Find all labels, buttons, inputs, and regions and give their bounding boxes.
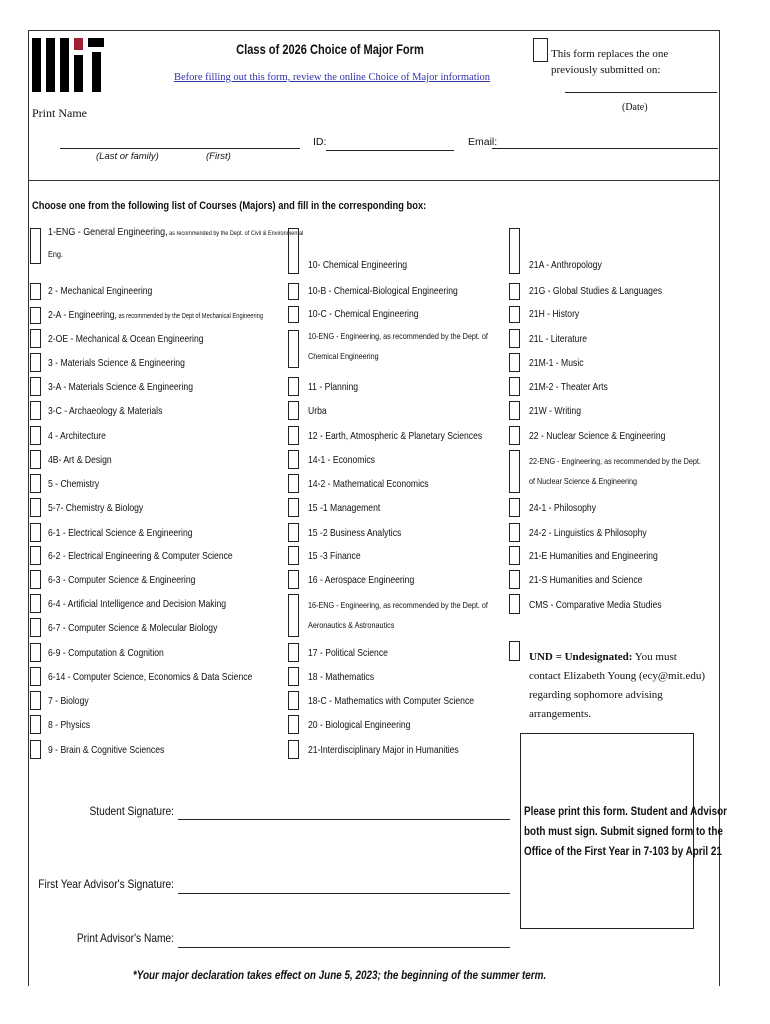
major-option-label <box>308 502 380 514</box>
major-option-label <box>308 550 361 562</box>
und-title: UND = Undesignated: <box>529 651 633 663</box>
major-checkbox[interactable] <box>288 377 299 396</box>
major-option-label <box>48 430 106 442</box>
major-option-text: 6-2 - Electrical Engineering & Computer Science <box>48 550 233 562</box>
major-option-label <box>529 451 701 491</box>
major-option-label <box>48 381 193 393</box>
major-option-label <box>308 308 419 320</box>
replace-form-checkbox[interactable] <box>533 38 548 62</box>
major-checkbox[interactable] <box>30 450 41 469</box>
major-checkbox[interactable] <box>30 643 41 662</box>
major-option-text: 21-E Humanities and Engineering <box>529 550 658 562</box>
major-option-label <box>48 647 164 659</box>
major-checkbox[interactable] <box>288 691 299 710</box>
major-option-text: 6-4 - Artificial Intelligence and Decision Making <box>48 598 227 610</box>
major-checkbox[interactable] <box>288 283 299 300</box>
date-label: (Date) <box>622 102 648 113</box>
major-option-label <box>48 695 89 707</box>
major-option-label <box>529 333 587 345</box>
major-option-text: 2 - Mechanical Engineering <box>48 285 153 297</box>
major-option-line: of Nuclear Science & Engineering <box>529 476 638 486</box>
major-checkbox[interactable] <box>509 426 520 445</box>
major-option-text: 16-ENG - Engineering, as recommended by the Dept. of <box>308 600 488 610</box>
major-option-text: 8 - Physics <box>48 719 91 731</box>
major-checkbox[interactable] <box>288 667 299 686</box>
major-option-text: 6-3 - Computer Science & Engineering <box>48 574 196 586</box>
major-option-label <box>529 430 665 442</box>
major-option-text: 24-1 - Philosophy <box>529 502 597 514</box>
major-option-line: Eng. <box>48 249 63 259</box>
major-checkbox[interactable] <box>30 228 41 264</box>
major-option-text: 15 -2 Business Analytics <box>308 527 402 539</box>
major-checkbox-und[interactable] <box>509 641 520 661</box>
major-checkbox[interactable] <box>288 570 299 589</box>
major-option-label <box>48 222 303 264</box>
major-option-text: 2-A - Engineering, <box>48 309 117 321</box>
major-option-text: 6-9 - Computation & Cognition <box>48 647 164 659</box>
advisor-signature-label: First Year Advisor's Signature: <box>38 877 174 891</box>
major-option-text: 21M-1 - Music <box>529 357 584 369</box>
major-option-text: 11 - Planning <box>308 381 359 393</box>
major-checkbox[interactable] <box>30 474 41 493</box>
major-checkbox[interactable] <box>30 570 41 589</box>
major-option-line: Chemical Engineering <box>308 351 379 361</box>
und-text: You must contact Elizabeth Young (ecy@mit.edu) regarding sophomore advising arrangements. <box>529 651 705 720</box>
major-checkbox[interactable] <box>30 618 41 637</box>
major-checkbox[interactable] <box>509 283 520 300</box>
section-divider <box>28 180 720 181</box>
advisor-signature-field[interactable] <box>178 893 510 894</box>
major-option-line <box>48 222 303 244</box>
major-option-note: as recommended by the Dept of Mechanical Engineering <box>116 313 264 320</box>
major-checkbox[interactable] <box>288 474 299 493</box>
replace-form-text: This form replaces the one previously submitted on: <box>551 48 669 76</box>
major-option-label <box>48 285 152 297</box>
major-option-label <box>48 502 143 514</box>
major-option-label <box>48 719 90 731</box>
major-checkbox[interactable] <box>30 498 41 517</box>
major-checkbox[interactable] <box>288 306 299 323</box>
major-option-label <box>308 744 459 756</box>
major-option-line: Aeronautics & Astronautics <box>308 620 395 630</box>
major-option-label <box>529 550 658 562</box>
major-option-label <box>48 550 233 562</box>
major-option-label <box>308 527 401 539</box>
major-option-label <box>308 595 488 635</box>
major-option-text: 1-ENG - General Engineering, <box>48 226 168 238</box>
major-option-label <box>48 598 226 610</box>
major-option-label <box>48 527 193 539</box>
major-option-text: 21W - Writing <box>529 405 581 417</box>
major-checkbox[interactable] <box>509 498 520 517</box>
major-option-text: 3-C - Archaeology & Materials <box>48 405 163 417</box>
name-field[interactable] <box>60 148 300 149</box>
email-label: Email: <box>468 136 498 148</box>
major-checkbox[interactable] <box>288 523 299 542</box>
major-option-note: as recommended by the Dept. of Civil & Environmental <box>167 230 304 237</box>
major-checkbox[interactable] <box>509 228 520 274</box>
major-checkbox[interactable] <box>30 353 41 372</box>
major-checkbox[interactable] <box>509 329 520 348</box>
major-checkbox[interactable] <box>288 594 299 637</box>
major-option-label <box>529 259 602 271</box>
major-option-label <box>308 478 429 490</box>
student-signature-label: Student Signature: <box>89 804 174 818</box>
major-checkbox[interactable] <box>509 401 520 420</box>
major-option-label <box>308 671 374 683</box>
major-option-text: 14-1 - Economics <box>308 454 375 466</box>
major-option-text: 6-7 - Computer Science & Molecular Biology <box>48 622 218 634</box>
major-option-line <box>529 451 701 471</box>
review-info-link[interactable]: Before filling out this form, review the online Choice of Major information <box>173 72 491 83</box>
major-checkbox[interactable] <box>30 329 41 348</box>
advisor-name-label: Print Advisor's Name: <box>76 931 174 945</box>
major-checkbox[interactable] <box>30 594 41 613</box>
date-field[interactable] <box>565 92 717 93</box>
major-option-text: 21L - Literature <box>529 333 588 345</box>
major-option-text: 18 - Mathematics <box>308 671 375 683</box>
major-option-label <box>529 285 662 297</box>
advisor-name-field[interactable] <box>178 947 510 948</box>
major-option-text: 15 -1 Management <box>308 502 381 514</box>
major-option-text: 10-ENG - Engineering, as recommended by the Dept. of <box>308 331 488 341</box>
major-option-text: 21G - Global Studies & Languages <box>529 285 663 297</box>
major-option-text: 17 - Political Science <box>308 647 388 659</box>
major-option-label <box>529 405 581 417</box>
major-option-label <box>308 454 375 466</box>
major-option-text: 21-Interdisciplinary Major in Humanities <box>308 744 459 756</box>
major-checkbox[interactable] <box>288 330 299 368</box>
first-name-label: (First) <box>206 151 231 162</box>
major-option-line <box>308 326 488 346</box>
major-checkbox[interactable] <box>509 450 520 493</box>
major-checkbox[interactable] <box>30 283 41 300</box>
major-checkbox[interactable] <box>30 715 41 734</box>
major-option-text: 6-1 - Electrical Science & Engineering <box>48 527 193 539</box>
last-name-label: (Last or family) <box>96 151 159 162</box>
major-option-label <box>48 405 162 417</box>
major-option-text: 14-2 - Mathematical Economics <box>308 478 429 490</box>
note-line: Office of the First Year in 7-103 by April 21 <box>524 846 722 858</box>
major-option-text: 20 - Biological Engineering <box>308 719 411 731</box>
major-option-label <box>308 259 407 271</box>
major-option-text: 22-ENG - Engineering, as recommended by the Dept. <box>529 456 701 466</box>
instructions-box-text <box>524 802 727 862</box>
major-option-label <box>529 357 584 369</box>
major-checkbox[interactable] <box>509 570 520 589</box>
major-option-label <box>308 430 482 442</box>
major-option-text: 9 - Brain & Cognitive Sciences <box>48 744 165 756</box>
note-line: Please print this form. Student and Advisor <box>524 806 727 818</box>
major-option-text: 3-A - Materials Science & Engineering <box>48 381 194 393</box>
major-option-text: 5-7- Chemistry & Biology <box>48 502 144 514</box>
major-option-text: 21A - Anthropology <box>529 259 602 271</box>
major-option-text: 21M-2 - Theater Arts <box>529 381 608 393</box>
major-checkbox[interactable] <box>288 498 299 517</box>
footnote: *Your major declaration takes effect on June 5, 2023; the beginning of the summer term. <box>132 970 547 982</box>
major-option-label <box>529 574 642 586</box>
major-checkbox[interactable] <box>509 306 520 323</box>
major-checkbox[interactable] <box>288 546 299 565</box>
major-option-text: 16 - Aerospace Engineering <box>308 574 415 586</box>
major-option-label <box>48 333 204 345</box>
id-field[interactable] <box>326 150 454 151</box>
undesignated-note <box>529 648 709 724</box>
major-option-label <box>308 574 414 586</box>
major-checkbox[interactable] <box>509 546 520 565</box>
major-option-label <box>308 381 358 393</box>
major-checkbox[interactable] <box>509 353 520 372</box>
major-option-text: 21H - History <box>529 308 580 320</box>
major-checkbox[interactable] <box>509 377 520 396</box>
major-checkbox[interactable] <box>288 643 299 662</box>
major-option-label <box>308 405 327 417</box>
major-option-label <box>529 381 608 393</box>
major-checkbox[interactable] <box>30 523 41 542</box>
major-option-label <box>529 308 579 320</box>
major-checkbox[interactable] <box>30 667 41 686</box>
major-checkbox[interactable] <box>288 228 299 274</box>
major-option-text: CMS - Comparative Media Studies <box>529 599 662 611</box>
student-signature-field[interactable] <box>178 819 510 820</box>
major-option-text: 12 - Earth, Atmospheric & Planetary Sciences <box>308 430 483 442</box>
major-option-text: 4 - Architecture <box>48 430 106 442</box>
major-option-label <box>48 357 185 369</box>
major-checkbox[interactable] <box>30 377 41 396</box>
mit-logo <box>32 38 104 92</box>
major-option-text: 10-B - Chemical-Biological Engineering <box>308 285 458 297</box>
major-option-text: 15 -3 Finance <box>308 550 361 562</box>
major-option-label <box>48 671 252 683</box>
major-checkbox[interactable] <box>288 401 299 420</box>
major-option-label <box>308 719 410 731</box>
major-checkbox[interactable] <box>30 426 41 445</box>
major-option-label <box>308 326 488 366</box>
major-checkbox[interactable] <box>509 523 520 542</box>
major-option-label <box>48 622 217 634</box>
major-option-text: 21-S Humanities and Science <box>529 574 643 586</box>
major-option-label <box>48 744 164 756</box>
email-field[interactable] <box>492 148 718 149</box>
major-option-text: 24-2 - Linguistics & Philosophy <box>529 527 647 539</box>
major-option-text: 5 - Chemistry <box>48 478 100 490</box>
major-checkbox[interactable] <box>30 307 41 324</box>
major-checkbox[interactable] <box>30 401 41 420</box>
major-option-label <box>48 478 99 490</box>
major-option-text: 6-14 - Computer Science, Economics & Data Science <box>48 671 253 683</box>
major-option-text: 10-C - Chemical Engineering <box>308 308 419 320</box>
major-option-label <box>48 574 195 586</box>
major-option-text: 18-C - Mathematics with Computer Science <box>308 695 475 707</box>
major-option-text: 3 - Materials Science & Engineering <box>48 357 185 369</box>
major-option-line <box>308 595 488 615</box>
major-option-text: 22 - Nuclear Science & Engineering <box>529 430 666 442</box>
major-option-label <box>308 285 458 297</box>
print-name-label: Print Name <box>32 106 87 120</box>
form-title: Class of 2026 Choice of Major Form <box>236 42 424 57</box>
major-option-label <box>48 309 263 321</box>
major-option-label <box>308 695 474 707</box>
major-option-label <box>308 647 388 659</box>
major-option-text: 2-OE - Mechanical & Ocean Engineering <box>48 333 204 345</box>
major-option-label <box>48 454 112 466</box>
major-option-label <box>529 502 596 514</box>
major-checkbox[interactable] <box>288 740 299 759</box>
id-label: ID: <box>313 136 327 148</box>
major-checkbox[interactable] <box>30 740 41 759</box>
instructions: Choose one from the following list of Courses (Majors) and fill in the corresponding box: <box>32 200 427 212</box>
major-option-text: 10- Chemical Engineering <box>308 259 408 271</box>
major-option-text: 4B- Art & Design <box>48 454 112 466</box>
major-checkbox[interactable] <box>30 546 41 565</box>
major-checkbox[interactable] <box>30 691 41 710</box>
major-option-text: Urba <box>308 405 327 417</box>
major-checkbox[interactable] <box>288 450 299 469</box>
major-option-label <box>529 527 647 539</box>
major-checkbox[interactable] <box>288 426 299 445</box>
major-checkbox[interactable] <box>288 715 299 734</box>
major-option-text: 7 - Biology <box>48 695 89 707</box>
major-option-label <box>529 599 662 611</box>
note-line: both must sign. Submit signed form to the <box>524 826 723 838</box>
major-checkbox[interactable] <box>509 594 520 614</box>
